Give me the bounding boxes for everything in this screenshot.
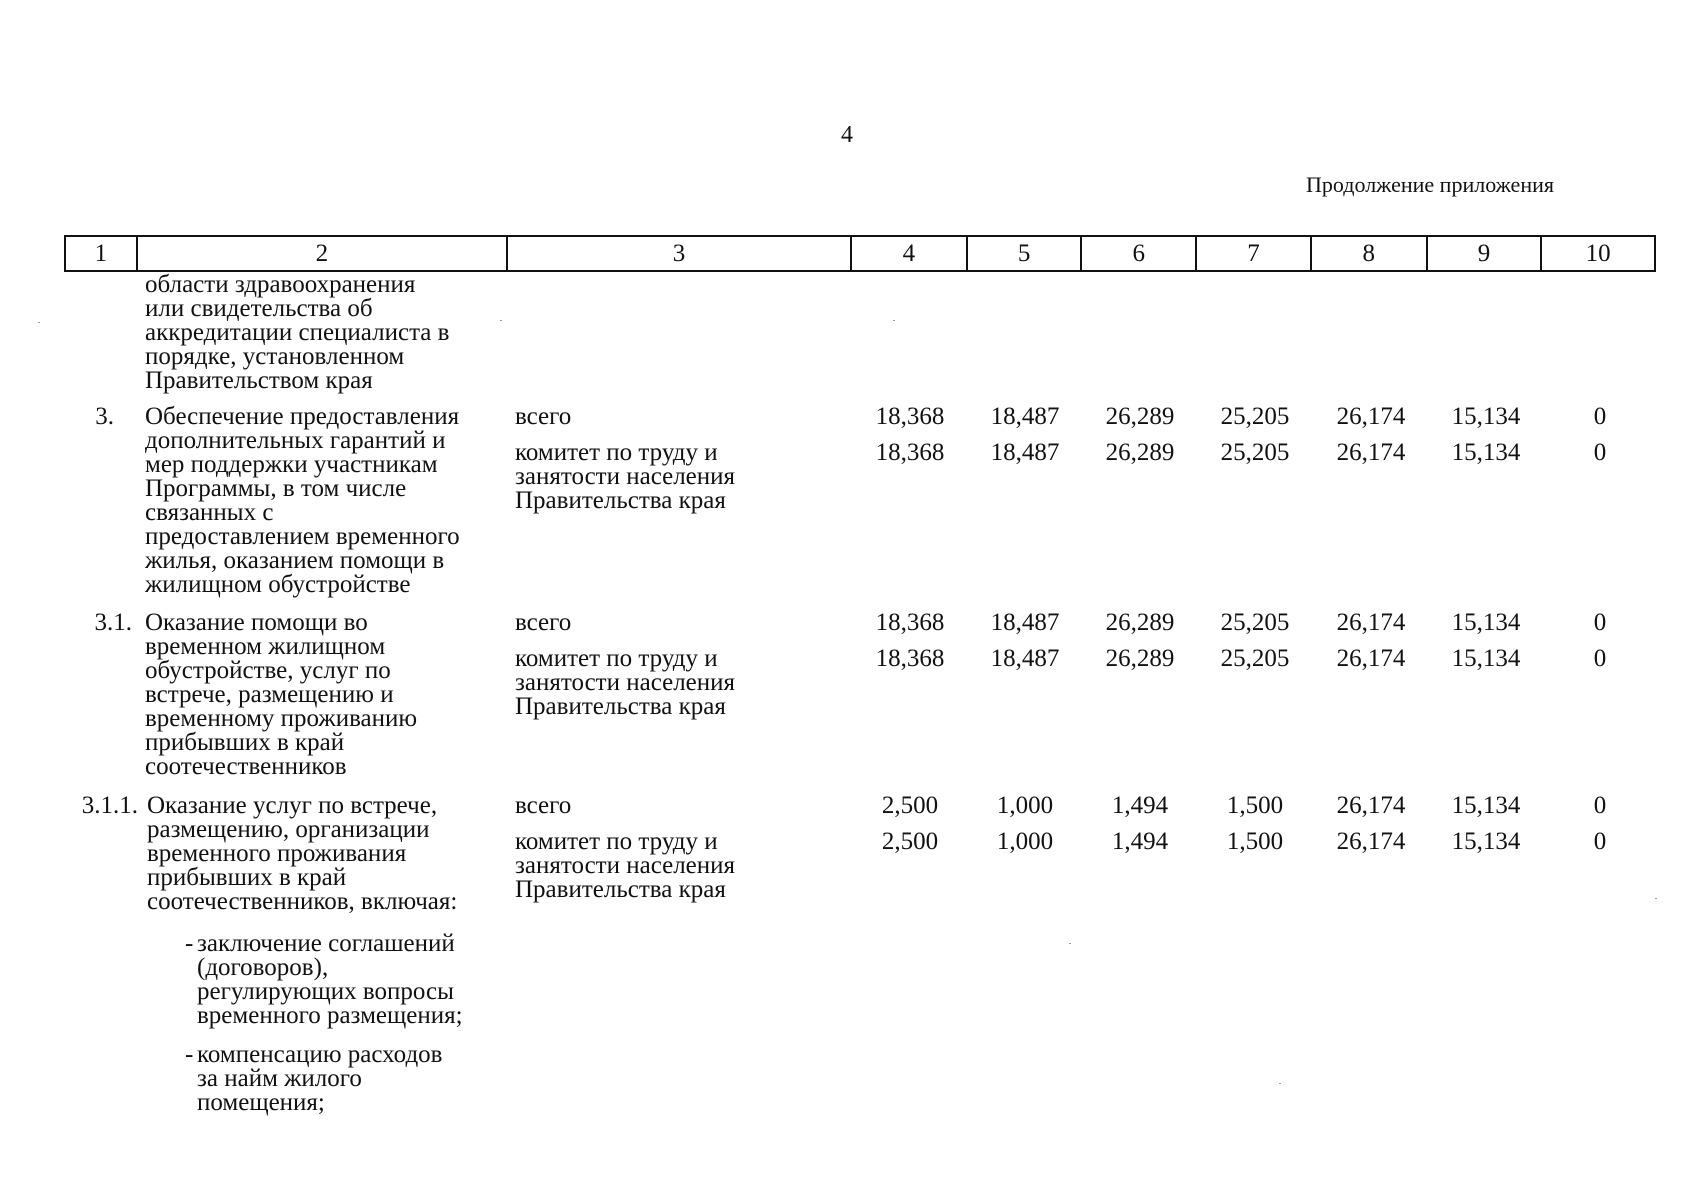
column-header-5: 5 bbox=[966, 237, 1081, 270]
value-cell: 0 bbox=[1593, 645, 1607, 672]
carryover-line: порядке, установленном bbox=[145, 343, 405, 370]
table-header-row bbox=[64, 235, 1656, 272]
column-header-8: 8 bbox=[1310, 237, 1426, 270]
value-cell: 25,205 bbox=[1220, 645, 1290, 672]
carryover-line: области здравоохранения bbox=[145, 271, 416, 298]
value-cell: 18,368 bbox=[875, 645, 945, 672]
value-cell: 26,289 bbox=[1105, 403, 1175, 430]
row-name-line: прибывших в край bbox=[145, 729, 345, 756]
value-cell: 1,494 bbox=[1111, 792, 1169, 819]
bullet-line: помещения; bbox=[197, 1089, 325, 1116]
total-label: всего bbox=[515, 609, 572, 636]
column-header-4: 4 bbox=[850, 237, 966, 270]
value-cell: 2,500 bbox=[881, 792, 939, 819]
row-name-line: Оказание услуг по встрече, bbox=[147, 792, 438, 819]
value-cell: 26,289 bbox=[1105, 439, 1175, 466]
value-cell: 15,134 bbox=[1451, 828, 1521, 855]
executor-line: комитет по труду и bbox=[515, 645, 718, 672]
value-cell: 18,368 bbox=[875, 403, 945, 430]
value-cell: 15,134 bbox=[1451, 403, 1521, 430]
value-cell: 18,487 bbox=[990, 403, 1060, 430]
value-cell: 26,174 bbox=[1336, 439, 1406, 466]
value-cell: 1,000 bbox=[996, 828, 1054, 855]
scan-speck bbox=[500, 320, 502, 321]
value-cell: 26,174 bbox=[1336, 403, 1406, 430]
carryover-line: аккредитации специалиста в bbox=[145, 319, 450, 346]
bullet-dash: - bbox=[185, 1041, 194, 1068]
executor-line: занятости населения bbox=[515, 463, 736, 490]
executor-line: Правительства края bbox=[515, 876, 726, 903]
row-name-line: Программы, в том числе bbox=[145, 475, 407, 502]
scan-speck bbox=[1655, 898, 1657, 899]
value-cell: 26,174 bbox=[1336, 828, 1406, 855]
column-header-7: 7 bbox=[1195, 237, 1310, 270]
total-label: всего bbox=[515, 403, 572, 430]
row-name-line: прибывших в край bbox=[147, 864, 347, 891]
value-cell: 18,487 bbox=[990, 645, 1060, 672]
value-cell: 26,174 bbox=[1336, 609, 1406, 636]
value-cell: 18,368 bbox=[875, 439, 945, 466]
row-name-line: встрече, размещению и bbox=[145, 681, 394, 708]
value-cell: 25,205 bbox=[1220, 439, 1290, 466]
value-cell: 0 bbox=[1593, 439, 1607, 466]
bullet-line: (договоров), bbox=[197, 954, 329, 981]
column-header-10: 10 bbox=[1540, 237, 1654, 270]
value-cell: 18,487 bbox=[990, 609, 1060, 636]
value-cell: 25,205 bbox=[1220, 403, 1290, 430]
column-header-1: 1 bbox=[94, 240, 108, 267]
value-cell: 18,487 bbox=[990, 439, 1060, 466]
executor-line: Правительства края bbox=[515, 487, 726, 514]
bullet-line: временного размещения; bbox=[197, 1002, 463, 1029]
value-cell: 1,000 bbox=[996, 792, 1054, 819]
value-cell: 0 bbox=[1593, 609, 1607, 636]
value-cell: 2,500 bbox=[881, 828, 939, 855]
value-cell: 25,205 bbox=[1220, 609, 1290, 636]
executor-line: комитет по труду и bbox=[515, 439, 718, 466]
executor-line: Правительства края bbox=[515, 693, 726, 720]
column-header-2: 2 bbox=[136, 237, 506, 270]
value-cell: 0 bbox=[1593, 792, 1607, 819]
bullet-line: заключение соглашений bbox=[197, 930, 455, 957]
value-cell: 0 bbox=[1593, 828, 1607, 855]
value-cell: 26,174 bbox=[1336, 645, 1406, 672]
executor-line: занятости населения bbox=[515, 669, 736, 696]
bullet-dash: - bbox=[185, 930, 194, 957]
row-name-line: связанных с bbox=[145, 499, 274, 526]
scan-speck bbox=[38, 322, 40, 323]
row-name-line: Обеспечение предоставления bbox=[145, 403, 460, 430]
row-number: 3. bbox=[95, 403, 114, 430]
value-cell: 1,500 bbox=[1226, 828, 1284, 855]
value-cell: 15,134 bbox=[1451, 792, 1521, 819]
column-header-6: 6 bbox=[1080, 237, 1195, 270]
bullet-line: за найм жилого bbox=[197, 1065, 362, 1092]
bullet-line: компенсацию расходов bbox=[197, 1041, 443, 1068]
total-label: всего bbox=[515, 792, 572, 819]
row-name-line: дополнительных гарантий и bbox=[145, 427, 446, 454]
scan-speck bbox=[1279, 1083, 1281, 1084]
row-name-line: временного проживания bbox=[147, 840, 407, 867]
value-cell: 1,494 bbox=[1111, 828, 1169, 855]
row-name-line: жилищном обустройстве bbox=[145, 571, 411, 598]
scan-speck bbox=[893, 320, 895, 321]
column-header-9: 9 bbox=[1426, 237, 1541, 270]
carryover-line: или свидетельства об bbox=[145, 295, 373, 322]
row-name-line: соотечественников bbox=[145, 753, 347, 780]
row-name-line: мер поддержки участникам bbox=[145, 451, 438, 478]
row-name-line: Оказание помощи во bbox=[145, 609, 368, 636]
row-name-line: предоставлением временного bbox=[145, 523, 460, 550]
row-name-line: временному проживанию bbox=[145, 705, 418, 732]
row-name-line: обустройстве, услуг по bbox=[145, 657, 391, 684]
value-cell: 18,368 bbox=[875, 609, 945, 636]
value-cell: 15,134 bbox=[1451, 439, 1521, 466]
row-name-line: жилья, оказанием помощи в bbox=[145, 547, 445, 574]
value-cell: 26,289 bbox=[1105, 645, 1175, 672]
page-number: 4 bbox=[841, 122, 853, 148]
carryover-line: Правительством края bbox=[145, 367, 373, 394]
row-name-line: временном жилищном bbox=[145, 633, 386, 660]
value-cell: 0 bbox=[1593, 403, 1607, 430]
value-cell: 1,500 bbox=[1226, 792, 1284, 819]
continuation-label: Продолжение приложения bbox=[1306, 172, 1554, 197]
column-header-3: 3 bbox=[506, 237, 850, 270]
row-name-line: размещению, организации bbox=[147, 816, 430, 843]
executor-line: занятости населения bbox=[515, 852, 736, 879]
row-number: 3.1. bbox=[94, 609, 132, 636]
scan-speck bbox=[1069, 943, 1071, 944]
bullet-line: регулирующих вопросы bbox=[197, 978, 454, 1005]
row-name-line: соотечественников, включая: bbox=[147, 888, 458, 915]
value-cell: 15,134 bbox=[1451, 609, 1521, 636]
row-number: 3.1.1. bbox=[81, 792, 138, 819]
executor-line: комитет по труду и bbox=[515, 828, 718, 855]
value-cell: 26,289 bbox=[1105, 609, 1175, 636]
value-cell: 26,174 bbox=[1336, 792, 1406, 819]
value-cell: 15,134 bbox=[1451, 645, 1521, 672]
